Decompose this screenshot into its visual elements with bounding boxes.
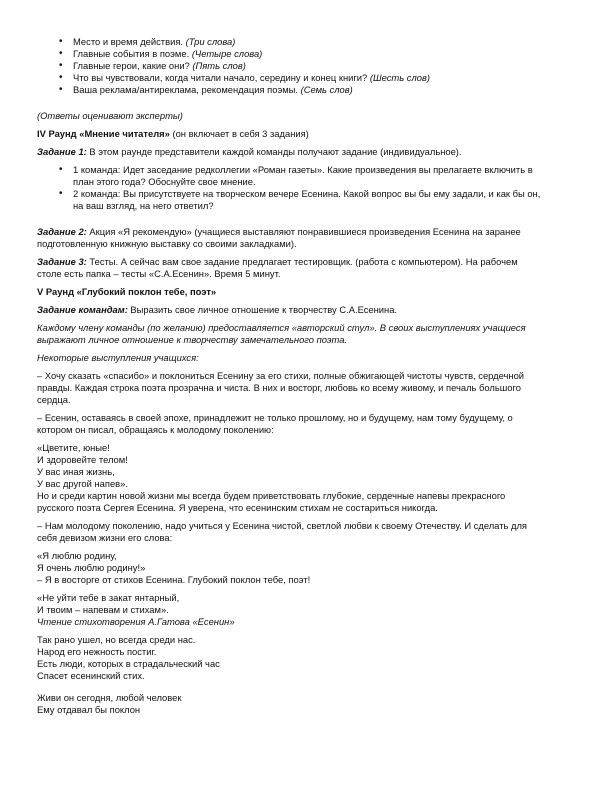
paragraph-line: – Я в восторге от стихов Есенина. Глубокий поклон тебе, поэт! (37, 574, 311, 585)
poem-line: «Я люблю родину, (37, 550, 117, 561)
poem-line: Я очень люблю родину!» (37, 562, 146, 573)
poem-caption: Чтение стихотворения А.Гатова «Есенин» (37, 616, 235, 627)
list-item-line: на ваш взгляд, на него ответил? (73, 200, 214, 211)
task-3-line: столе есть папка – тесты «С.А.Есенин». Время 5 минут. (37, 268, 281, 279)
document-page (37, 36, 582, 716)
list-item-note: (Семь слов) (300, 84, 353, 95)
list-item-line: 2 команда: Вы присутствуете на творческом вечере Есенина. Какой вопрос вы бы ему задали, и как бы он, (73, 188, 541, 199)
task-1-label: Задание 1: (37, 146, 87, 157)
paragraph-line: русского поэта Сергея Есенина. Я уверена, что есенинским стихам не состариться никогда. (37, 502, 438, 513)
poem-2 (37, 550, 582, 586)
paragraph-line: выражают личное отношение к творчеству замечательного поэта. (37, 334, 348, 345)
round-5-heading: V Раунд «Глубокий поклон тебе, поэт» (37, 286, 217, 297)
list-item-text: Ваша реклама/антиреклама, рекомендация поэмы. (73, 84, 301, 95)
paragraph-line: Но и среди картин новой жизни мы всегда будем приветствовать глубокие, сердечные напевы прекрасного (37, 490, 506, 501)
speeches-heading: Некоторые выступления учащихся: (37, 352, 199, 363)
list-item-line: 1 команда: Идет заседание редколлегии «Роман газеты». Какие произведения вы прелагаете включить в (73, 164, 533, 175)
poem-5 (37, 692, 582, 716)
list-item (37, 164, 582, 188)
poem-3 (37, 592, 582, 628)
speech-3 (37, 520, 582, 544)
poem-line: «Цветите, юные! (37, 442, 110, 453)
task-2-line: Акция «Я рекомендую» (учащиеся выставляют понравившиеся произведения Есенина на заранее (86, 226, 521, 237)
list-item-text: Главные события в поэме. (73, 48, 192, 59)
task-2 (37, 226, 582, 250)
round-4-subtitle: (он включает в себя 3 задания) (169, 128, 309, 139)
poem-line: «Не уйти тебе в закат янтарный, (37, 592, 180, 603)
poem-line: Живи он сегодня, любой человек (37, 692, 182, 703)
task-2-label: Задание 2: (37, 226, 87, 237)
paragraph-line: котором он писал, обращаясь к молодому поколению: (37, 424, 274, 435)
poem-4 (37, 634, 582, 682)
paragraph-line: сердца. (37, 394, 71, 405)
poem-line: Спасет есенинский стих. (37, 670, 145, 681)
list-item-note: (Шесть слов) (369, 72, 430, 83)
paragraph-line: – Есенин, оставаясь в своей эпохе, принадлежит не только прошлому, но и будущему, нам тому будущему, о (37, 412, 513, 423)
list-item (37, 72, 582, 84)
task-2-line: подготовленную книжную выставку со своими закладками). (37, 238, 297, 249)
poem-line: И здоровейте телом! (37, 454, 128, 465)
task-1-text: В этом раунде представители каждой команды получают задание (индивидуальное). (86, 146, 462, 157)
paragraph-line: – Нам молодому поколению, надо учиться у Есенина чистой, светлой любви к своему Отечеству. И сделать для (37, 520, 527, 531)
poem-line: Народ его нежность постиг. (37, 646, 157, 657)
list-item-note: (Три слова) (185, 36, 236, 47)
list-item (37, 60, 582, 72)
list-item-text: Что вы чувствовали, когда читали начало, середину и конец книги? (73, 72, 370, 83)
paragraph-line: – Хочу сказать «спасибо» и поклониться Есенину за его стихи, полные обжигающей чистоты чувств, сердечной (37, 370, 525, 381)
list-item (37, 84, 582, 96)
task-teams-label: Задание командам: (37, 304, 128, 315)
round-4-title: IV Раунд «Мнение читателя» (37, 128, 170, 139)
poem-line: У вас иная жизнь, (37, 466, 115, 477)
paragraph-line: себя девизом жизни его слова: (37, 532, 173, 543)
list-item-note: (Четыре слова) (191, 48, 263, 59)
task-3 (37, 256, 582, 280)
list-item (37, 188, 582, 212)
poem-line: У вас другой напев». (37, 478, 128, 489)
poem-line: Ему отдавал бы поклон (37, 704, 141, 715)
poem-1 (37, 442, 582, 514)
author-chair-paragraph (37, 322, 582, 346)
round-4-heading (37, 128, 582, 140)
experts-note: (Ответы оценивают эксперты) (37, 110, 183, 121)
list-item-note: (Пять слов) (192, 60, 246, 71)
poem-line: Так рано ушел, но всегда среди нас. (37, 634, 196, 645)
poem-line: И твоим – напевам и стихам». (37, 604, 169, 615)
task-3-label: Задание 3: (37, 256, 87, 267)
task-1-bullet-list (37, 164, 582, 212)
task-1 (37, 146, 582, 158)
task-3-line: Тесты. А сейчас вам свое задание предлагает тестировщик. (работа с компьютером). На рабочем (86, 256, 518, 267)
list-item-text: Место и время действия. (73, 36, 186, 47)
paragraph-line: правды. Каждая строка поэта прозрачна и чиста. В них и восторг, любовь ко всему живому, и печаль большого (37, 382, 521, 393)
task-teams (37, 304, 582, 316)
poem-line: Есть люди, которых в страдальческий час (37, 658, 220, 669)
list-item (37, 48, 582, 60)
speech-2 (37, 412, 582, 436)
list-item-line: план этого года? Обоснуйте свое мнение. (73, 176, 256, 187)
task-teams-text: Выразить свое личное отношение к творчеству С.А.Есенина. (127, 304, 398, 315)
paragraph-line: Каждому члену команды (по желанию) предоставляется «авторский стул». В своих выступлениях учащиеся (37, 322, 526, 333)
list-item-text: Главные герои, какие они? (73, 60, 193, 71)
top-bullet-list (37, 36, 582, 96)
list-item (37, 36, 582, 48)
speech-1 (37, 370, 582, 406)
